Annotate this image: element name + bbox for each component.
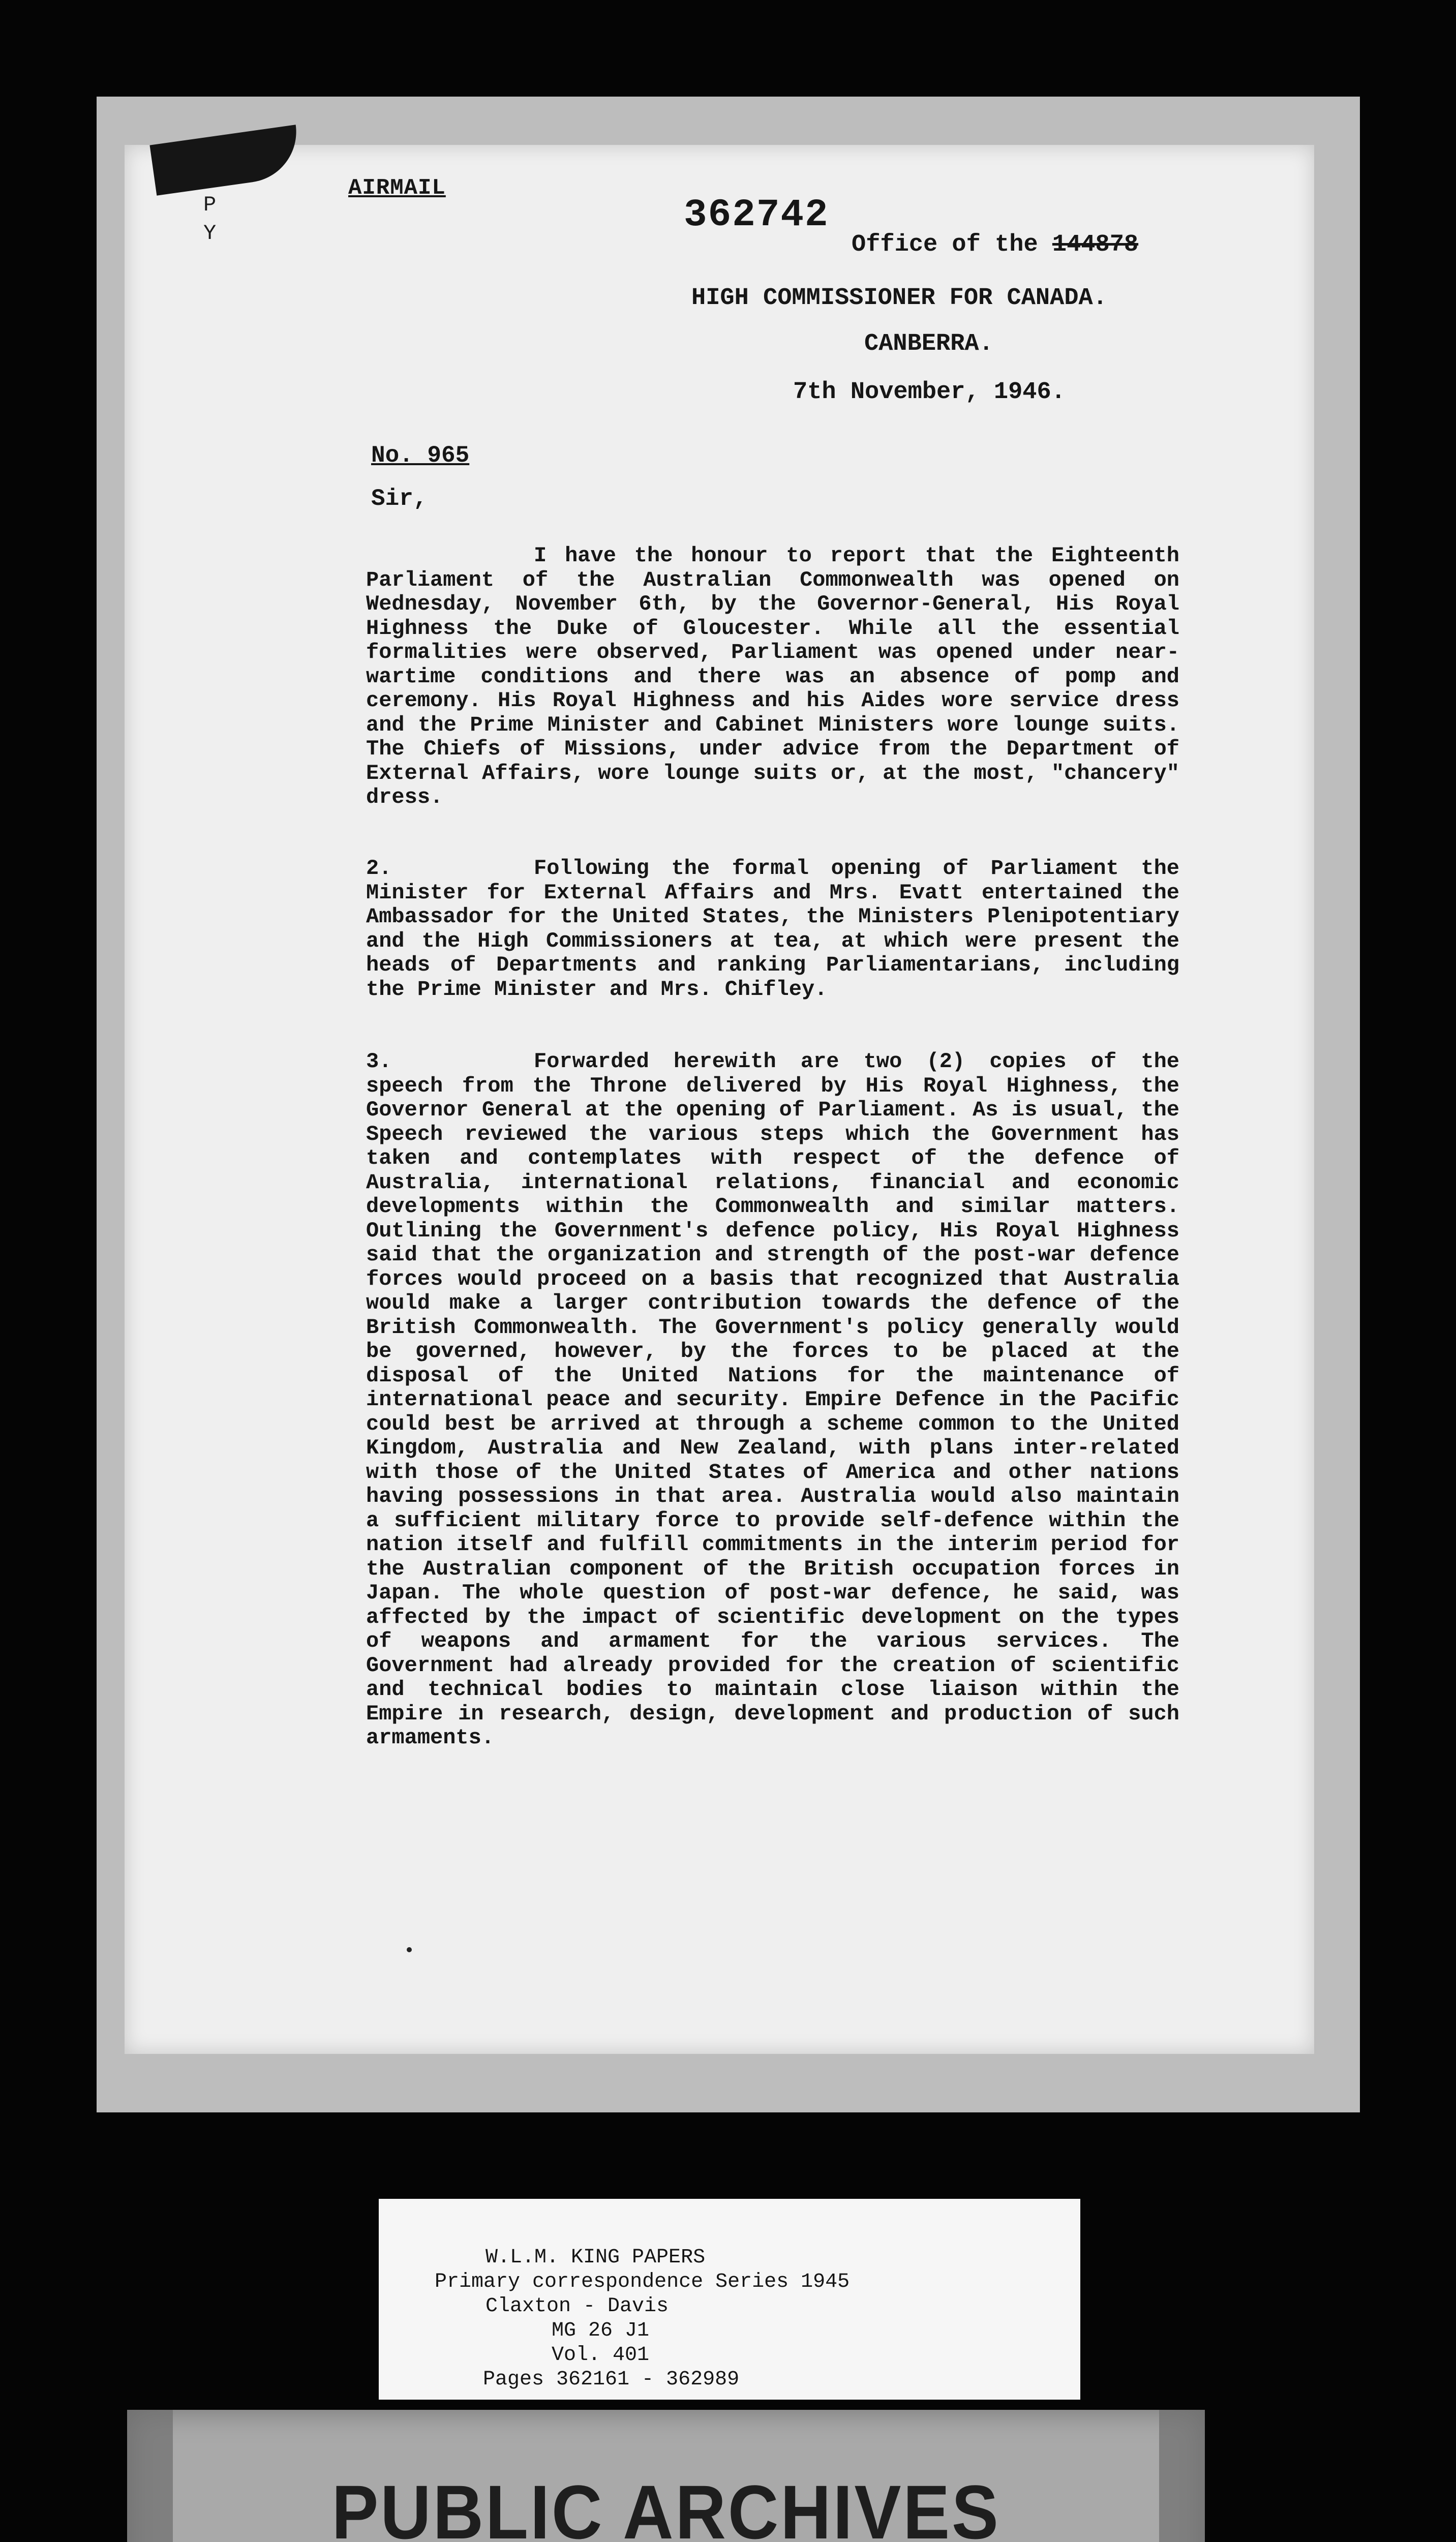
label-line: Pages 362161 - 362989 bbox=[483, 2368, 740, 2391]
despatch-number: No. 965 bbox=[371, 442, 470, 469]
paragraph-text: I have the honour to report that the Eighteenth Parliament of the Australian Commonwealth was opened on Wednesday, November 6th, by the Governor-General, His Royal Highness the Duke of Gloucester. While all the essential formalities were observed, Parliament was opened under near-wartime conditions and there was an absence of pomp and ceremony. His Royal Highness and his Aides wore service dress and the Prime Minister and Cabinet Ministers wore lounge suits. The Chiefs of Missions, under advice from the Department of External Affairs, wore lounge suits or, at the most, "chancery" dress. bbox=[366, 543, 1179, 809]
office-prefix: Office of the bbox=[852, 231, 1038, 258]
margin-initial: Y bbox=[203, 221, 217, 246]
stamp-right-edge bbox=[1159, 2410, 1205, 2542]
label-line: W.L.M. KING PAPERS bbox=[486, 2246, 706, 2269]
stamp-line-1: PUBLIC ARCHIVES bbox=[331, 2469, 1000, 2542]
struck-number: 144878 bbox=[1052, 231, 1139, 258]
high-commissioner-line: HIGH COMMISSIONER FOR CANADA. bbox=[691, 285, 1107, 312]
margin-initials bbox=[203, 191, 216, 248]
label-line: MG 26 J1 bbox=[552, 2319, 650, 2342]
paragraph-3 bbox=[366, 1050, 1179, 1750]
document-number: 362742 bbox=[684, 193, 829, 237]
letter-date: 7th November, 1946. bbox=[793, 379, 1066, 406]
label-line: Claxton - Davis bbox=[486, 2295, 669, 2318]
stamp-left-edge bbox=[127, 2410, 173, 2542]
paragraph-number: 2. bbox=[366, 856, 392, 881]
label-line: Vol. 401 bbox=[552, 2344, 650, 2367]
paragraph-1 bbox=[366, 544, 1179, 810]
margin-initial: P bbox=[203, 193, 217, 217]
archives-stamp bbox=[127, 2410, 1205, 2542]
label-line: Primary correspondence Series 1945 bbox=[435, 2271, 850, 2293]
city-line: CANBERRA. bbox=[864, 330, 993, 357]
letter-document bbox=[125, 145, 1314, 2054]
catalog-label bbox=[379, 2199, 1080, 2400]
salutation: Sir, bbox=[371, 486, 428, 512]
paragraph-text: Following the formal opening of Parliament the Minister for External Affairs and Mrs. Evatt entertained the Ambassador for the United States, the Ministers Plenipotentiary and the High Commissioners at tea, at which were present the heads of Departments and ranking Parliamentarians, including the Prime Minister and Mrs. Chifley. bbox=[366, 856, 1179, 1002]
airmail-heading: AIRMAIL bbox=[348, 175, 446, 201]
ink-dot bbox=[407, 1947, 412, 1952]
paragraph-2 bbox=[366, 857, 1179, 1002]
paragraph-number: 3. bbox=[366, 1049, 392, 1074]
office-line bbox=[852, 231, 1138, 258]
paragraph-text: Forwarded herewith are two (2) copies of the speech from the Throne delivered by His Royal Highness, the Governor General at the opening of Parliament. As is usual, the Speech reviewed the various steps which the Government has taken and contemplates with respect of the defence of Australia, international relations, financial and economic developments within the Commonwealth and similar matters. Outlining the Government's defence policy, His Royal Highness said that the organization and strength of the post-war defence forces would proceed on a basis that recognized that Australia would make a larger contribution towards the defence of the British Commonwealth. The Government's policy generally would be governed, however, by the forces to be placed at the disposal of the United Nations for the maintenance of international peace and security. Empire Defence in the Pacific could best be arrived at through a scheme common to the United Kingdom, Australia and New Zealand, with plans inter-related with those of the United States of America and other nations having possessions in that area. Australia would also maintain a sufficient military force to provide self-defence within the nation itself and fulfill commitments in the interim period for the Australian component of the British occupation forces in Japan. The whole question of post-war defence, he said, was affected by the impact of scientific development on the types of weapons and armament for the various services. The Government had already provided for the creation of scientific and technical bodies to maintain close liaison within the Empire in research, design, development and production of such armaments. bbox=[366, 1049, 1179, 1750]
